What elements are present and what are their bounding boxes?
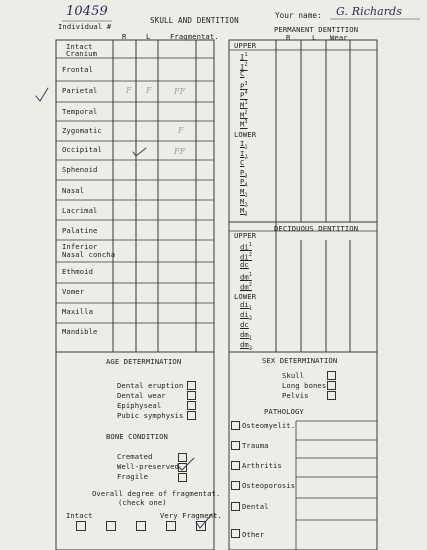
age-dental-wear-checkbox[interactable] <box>187 391 196 400</box>
perm-col-r-header: R <box>286 33 291 42</box>
form-title: SKULL AND DENTITION <box>150 16 239 25</box>
skull-row-label: Lacrimal <box>62 206 98 215</box>
skull-col-r-header: R <box>122 32 127 41</box>
skull-row-label: Occipital <box>62 145 102 154</box>
your-name-label: Your name: <box>275 11 322 20</box>
pathology-arthritis-checkbox[interactable] <box>231 461 240 470</box>
parietal-frag-mark: FF <box>174 87 186 96</box>
skull-col-frag-header: Fragmentat. <box>170 32 219 41</box>
skull-row-label: Inferior <box>62 242 98 251</box>
bone-fragile-checkbox[interactable] <box>178 473 187 482</box>
skull-row-label: Temporal <box>62 107 98 116</box>
pathology-item-label: Arthritis <box>242 461 282 470</box>
handwritten-name: G. Richards <box>336 5 403 18</box>
bone-condition-item-label: Well-preserved <box>117 462 179 471</box>
fragmentation-scale-right: Very Fragment. <box>160 511 222 520</box>
sex-long-bones-checkbox[interactable] <box>327 381 336 390</box>
fragmentation-option-1-checkbox[interactable] <box>76 521 86 531</box>
skull-row-label: Zygomatic <box>62 126 102 135</box>
skull-row-label: Palatine <box>62 226 98 235</box>
bone-condition-item-label: Fragile <box>117 472 148 481</box>
tooth-code: dc <box>240 260 249 269</box>
tooth-code: $I^1$ <box>240 52 248 62</box>
perm-col-l-header: L <box>312 33 317 42</box>
tooth-code: $dm_2$ <box>240 340 252 352</box>
bone-condition-item-label: Cremated <box>117 452 153 461</box>
perm-col-wear-header: Wear <box>330 33 348 42</box>
permanent-dentition-title: PERMANENT DENTITION <box>274 25 359 34</box>
pathology-osteomyelitis-checkbox[interactable] <box>231 421 240 430</box>
age-item-label: Epiphyseal <box>117 401 162 410</box>
fragmentation-option-4-checkbox[interactable] <box>166 521 176 531</box>
sex-item-label: Long bones <box>282 381 327 390</box>
age-item-label: Pubic symphysis <box>117 411 184 420</box>
skull-row-label: Mandible <box>62 327 98 336</box>
pathology-trauma-checkbox[interactable] <box>231 441 240 450</box>
pathology-item-label: Osteoporosis <box>242 481 296 490</box>
skull-row-label: Nasal <box>62 186 85 195</box>
tooth-code: dc <box>240 320 249 329</box>
skull-col-l-header: L <box>146 32 151 41</box>
age-pubic-symphysis-checkbox[interactable] <box>187 411 196 420</box>
age-epiphyseal-checkbox[interactable] <box>187 401 196 410</box>
occipital-frag-mark: FF <box>174 147 186 156</box>
age-dental-eruption-checkbox[interactable] <box>187 381 196 390</box>
skull-row-label-line2: Cranium <box>66 49 97 58</box>
tooth-code: $M_3$ <box>240 206 248 218</box>
bone-well-preserved-checkbox[interactable] <box>178 463 187 472</box>
tooth-code: $dm_1$ <box>240 330 252 342</box>
perm-lower-label: LOWER <box>234 130 257 139</box>
skull-row-label-line2: Nasal concha <box>62 250 116 259</box>
perm-upper-label: UPPER <box>234 41 257 50</box>
tooth-code: C <box>240 158 245 168</box>
tooth-code: $M^3$ <box>240 119 248 129</box>
tooth-code: $P^4$ <box>240 90 248 100</box>
tooth-code: $P_3$ <box>240 167 248 180</box>
tooth-code: C <box>240 69 245 79</box>
fragmentation-option-2-checkbox[interactable] <box>106 521 116 531</box>
tooth-code: $P_4$ <box>240 177 248 189</box>
handwritten-record-number: 10459 <box>66 4 108 19</box>
sex-item-label: Pelvis <box>282 391 309 400</box>
parietal-l-mark: F <box>146 86 152 95</box>
age-item-label: Dental eruption <box>117 381 184 390</box>
sex-item-label: Skull <box>282 371 305 380</box>
occipital-l-check <box>133 148 146 156</box>
decid-upper-label: UPPER <box>234 231 257 240</box>
tooth-code: $dm^2$ <box>240 282 252 292</box>
parietal-margin-check <box>36 88 48 101</box>
pathology-title: PATHOLOGY <box>264 407 304 416</box>
tooth-code: $I_1$ <box>240 139 248 151</box>
bone-condition-title: BONE CONDITION <box>106 432 168 441</box>
tooth-code: $di_2$ <box>240 310 252 322</box>
skull-row-label: Frontal <box>62 65 93 74</box>
fragmentation-subtitle: (check one) <box>118 498 167 507</box>
tooth-code: $dm^1$ <box>240 272 252 282</box>
pathology-osteoporosis-checkbox[interactable] <box>231 481 240 490</box>
skull-row-label: Ethmoid <box>62 267 93 276</box>
tooth-code: $M^1$ <box>240 100 248 110</box>
pathology-other-checkbox[interactable] <box>231 529 240 538</box>
tooth-code: $I^2$ <box>240 61 248 71</box>
tooth-code: $I_2$ <box>240 148 248 161</box>
tooth-code: $M_2$ <box>240 196 248 209</box>
skull-row-label: Maxilla <box>62 307 93 316</box>
skull-row-label: Parietal <box>62 86 98 95</box>
bone-cremated-checkbox[interactable] <box>178 453 187 462</box>
age-determination-title: AGE DETERMINATION <box>106 357 182 366</box>
tooth-code: $di^2$ <box>240 252 252 262</box>
pathology-item-label: Other <box>242 530 265 539</box>
zygomatic-frag-mark: F <box>178 126 184 135</box>
tooth-code: $M^2$ <box>240 109 248 119</box>
tooth-code: $P^3$ <box>240 80 248 91</box>
tooth-code: $di^1$ <box>240 242 252 252</box>
pathology-item-label: Dental <box>242 502 269 511</box>
individual-number-label: Individual # <box>58 22 112 31</box>
decid-lower-label: LOWER <box>234 292 257 301</box>
fragmentation-option-5-checkbox[interactable] <box>196 521 206 531</box>
fragmentation-scale-left: Intact <box>66 511 93 520</box>
pathology-item-label: Osteomyelit. <box>242 421 296 430</box>
sex-pelvis-checkbox[interactable] <box>327 391 336 400</box>
skull-row-label: Sphenoid <box>62 165 98 174</box>
skull-row-label: Vomer <box>62 287 85 296</box>
sex-determination-title: SEX DETERMINATION <box>262 356 338 365</box>
tooth-code: $M_1$ <box>240 187 248 199</box>
fragmentation-title: Overall degree of fragmentat. <box>92 489 221 498</box>
sex-skull-checkbox[interactable] <box>327 371 336 380</box>
parietal-r-mark: F <box>126 86 132 95</box>
tooth-code: $di_1$ <box>240 300 252 312</box>
age-item-label: Dental wear <box>117 391 166 400</box>
deciduous-dentition-title: DECIDUOUS DENTITION <box>274 224 359 233</box>
pathology-dental-checkbox[interactable] <box>231 502 240 511</box>
pathology-item-label: Trauma <box>242 441 269 450</box>
skull-row-label: Intact <box>66 42 93 51</box>
fragmentation-option-3-checkbox[interactable] <box>136 521 146 531</box>
